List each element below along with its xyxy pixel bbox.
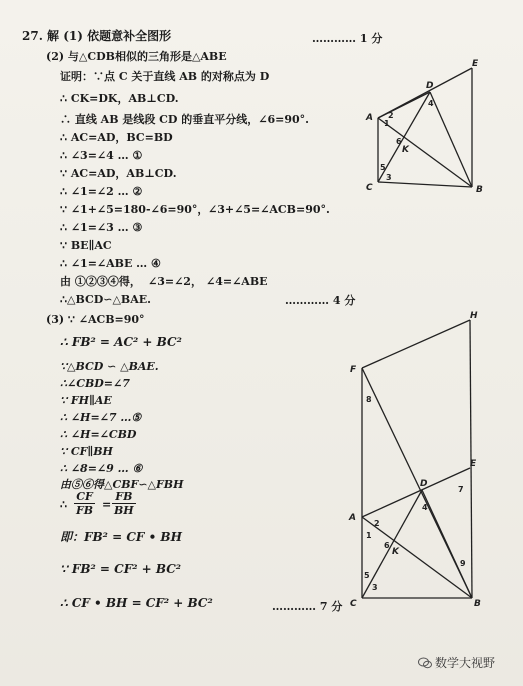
part3-given: (3) ∵ ∠ACB=90° xyxy=(46,313,145,326)
proof-line-11: ∴ ∠1=∠ABE … ④ xyxy=(60,257,161,270)
score-7: ………… 7 分 xyxy=(272,600,343,613)
watermark-text: 数学大视野 xyxy=(435,656,496,670)
point-h-label: H xyxy=(470,311,478,321)
segment-cd xyxy=(362,490,422,598)
part3-conclusion: ∴ CF • BH = CF² + BC² xyxy=(60,596,213,610)
proof-line-12b: ∠3=∠2， xyxy=(148,275,202,288)
part3-line-4: ∵ FH∥AE xyxy=(60,394,112,407)
point-d-label: D xyxy=(420,479,428,489)
segment-ab xyxy=(378,118,472,187)
proof-line-1: 证明：∵点 C 关于直线 AB 的对称点为 D xyxy=(60,70,270,83)
point-b-label: B xyxy=(474,599,481,609)
part2-claim: (2) 与△CDB相似的三角形是△ABE xyxy=(46,50,227,63)
proof-line-6: ∵ AC=AD，AB⊥CD. xyxy=(60,167,177,180)
angle-5-label: 5 xyxy=(364,571,370,580)
proof-line-2: ∴ CK=DK，AB⊥CD. xyxy=(60,92,179,105)
point-e-label: E xyxy=(472,59,479,69)
segment-db xyxy=(430,92,472,187)
point-d-label: D xyxy=(426,81,434,91)
angle-6-label: 6 xyxy=(384,541,390,550)
part3-line-11: ∵ FB² = CF² + BC² xyxy=(60,562,182,576)
angle-3-label: 3 xyxy=(372,583,378,592)
fraction-equals: = xyxy=(102,498,112,511)
angle-7-label: 7 xyxy=(458,485,464,494)
part3-line-2: ∵△BCD ∽ △BAE. xyxy=(60,360,159,373)
figure-part2 xyxy=(360,59,490,197)
point-c-label: C xyxy=(366,183,373,193)
point-k-label: K xyxy=(392,547,399,557)
angle-5-label: 5 xyxy=(380,163,386,172)
angle-4-label: 4 xyxy=(422,503,428,512)
score-1: ………… 1 分 xyxy=(312,32,383,45)
watermark xyxy=(418,654,495,671)
segment-ab xyxy=(362,517,472,598)
fraction-numerator-1: CF xyxy=(74,490,95,504)
angle-2-label: 2 xyxy=(388,111,394,120)
angle-4-label: 4 xyxy=(428,99,434,108)
part3-line-1: ∴ FB² = AC² + BC² xyxy=(60,335,182,349)
proof-line-3: ∴ 直线 AB 是线段 CD 的垂直平分线，∠6=90°. xyxy=(60,113,309,126)
part3-line-9: 由⑤⑥得△CBF∽△FBH xyxy=(60,478,184,491)
angle-1-label: 1 xyxy=(384,119,390,128)
point-a-label: A xyxy=(366,113,373,123)
part3-line-10: 即：FB² = CF • BH xyxy=(60,530,182,544)
part3-line-6: ∴ ∠H=∠CBD xyxy=(60,428,137,441)
part3-line-5: ∴ ∠H=∠7 …⑤ xyxy=(60,411,142,424)
part3-line-8: ∴ ∠8=∠9 … ⑥ xyxy=(60,462,143,475)
proof-line-12c: ∠4=∠ABE xyxy=(206,275,268,288)
fraction-fb-bh xyxy=(112,490,136,517)
proof-line-12: 由 ①②③④得， xyxy=(60,275,141,288)
segment-cb xyxy=(378,182,472,187)
score-4: ………… 4 分 xyxy=(285,294,356,307)
segment-db xyxy=(422,490,472,598)
proof-line-4: ∴ AC=AD，BC=BD xyxy=(60,131,173,144)
point-k-label: K xyxy=(402,145,409,155)
fraction-denominator-1: FB xyxy=(76,504,94,517)
angle-8-label: 8 xyxy=(366,395,372,404)
angle-3-label: 3 xyxy=(386,173,392,182)
proof-line-7: ∴ ∠1=∠2 … ② xyxy=(60,185,143,198)
proof-line-5: ∴ ∠3=∠4 … ① xyxy=(60,149,143,162)
point-a-label: A xyxy=(349,513,356,523)
proof-line-9: ∴ ∠1=∠3 … ③ xyxy=(60,221,143,234)
wechat-icon xyxy=(418,657,432,669)
fraction-cf-fb xyxy=(74,490,95,517)
proof-conclusion: ∴△BCD∽△BAE. xyxy=(60,293,151,306)
point-e-label: E xyxy=(470,459,477,469)
angle-1-label: 1 xyxy=(366,531,372,540)
problem-heading: 27. 解 (1) 依题意补全图形 xyxy=(22,29,172,43)
angle-2-label: 2 xyxy=(374,519,380,528)
proof-line-10: ∵ BE∥AC xyxy=(60,239,112,252)
proof-line-8b: ∠3+∠5=∠ACB=90°. xyxy=(208,203,330,216)
part3-line-7: ∵ CF∥BH xyxy=(60,445,113,458)
point-b-label: B xyxy=(476,185,483,195)
angle-9-label: 9 xyxy=(460,559,466,568)
point-c-label: C xyxy=(350,599,357,609)
angle-6-label: 6 xyxy=(396,137,402,146)
proof-line-8: ∵ ∠1+∠5=180-∠6=90°， xyxy=(60,203,209,216)
fraction-denominator-2: BH xyxy=(114,504,134,517)
point-f-label: F xyxy=(350,365,357,375)
fraction-prefix: ∴ xyxy=(60,498,67,511)
part3-line-3: ∴∠CBD=∠7 xyxy=(60,377,130,390)
figure-part3 xyxy=(348,311,488,609)
fraction-numerator-2: FB xyxy=(112,490,136,504)
segment-ae xyxy=(362,468,470,517)
segment-fh xyxy=(362,320,470,368)
